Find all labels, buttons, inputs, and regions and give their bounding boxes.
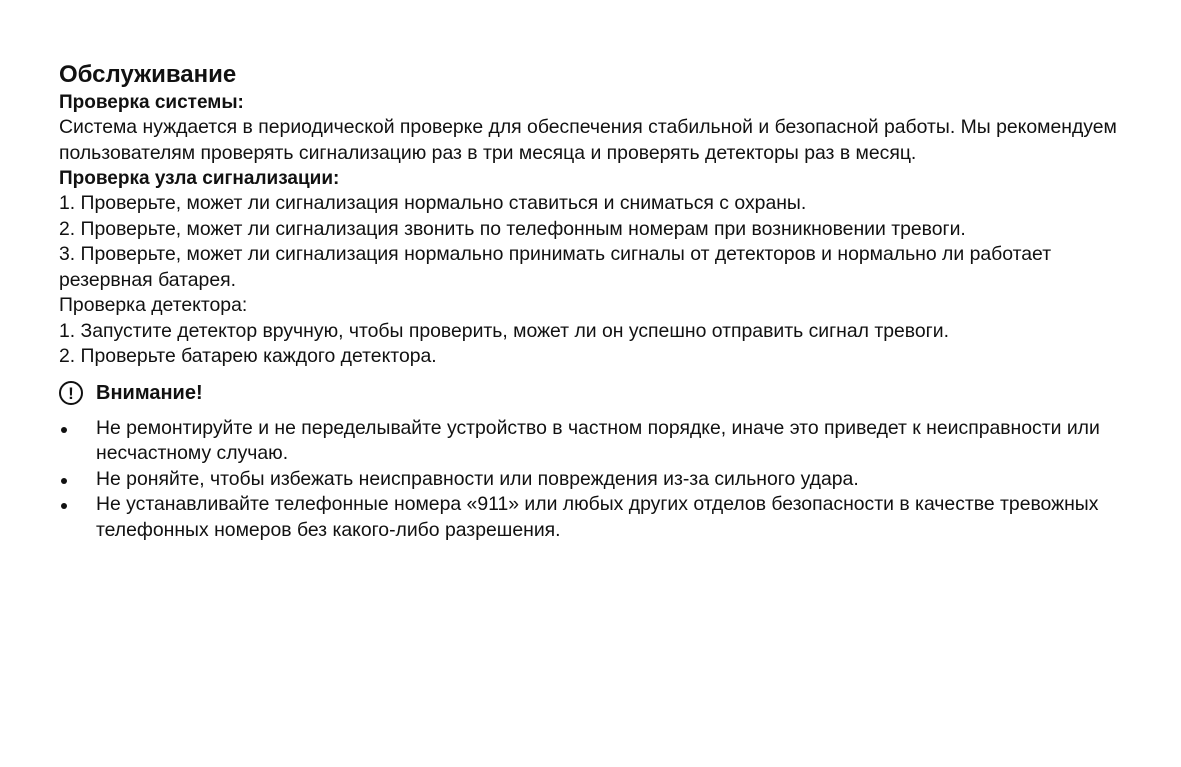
- warning-title: Внимание!: [96, 381, 203, 404]
- list-item: [59, 467, 1139, 493]
- warning-item-text: Не роняйте, чтобы избежать неисправности или повреждения из-за сильного удара.: [96, 467, 859, 490]
- alarm-unit-step: 1. Проверьте, может ли сигнализация нормально ставиться и сниматься с охраны.: [59, 192, 807, 214]
- detector-step: 2. Проверьте батарею каждого детектора.: [59, 345, 437, 367]
- alarm-unit-step: 2. Проверьте, может ли сигнализация звонить по телефонным номерам при возникновении тревоги.: [59, 217, 966, 240]
- bullet-icon: [61, 478, 67, 484]
- maintenance-section: [59, 60, 1139, 543]
- detector-check-heading: Проверка детектора:: [59, 294, 248, 316]
- list-item: [59, 416, 1139, 467]
- detector-step: 1. Запустите детектор вручную, чтобы проверить, может ли он успешно отправить сигнал тревоги.: [59, 319, 949, 342]
- system-check-heading: Проверка системы:: [59, 92, 244, 113]
- alarm-unit-step: 3. Проверьте, может ли сигнализация нормально принимать сигналы от детекторов и нормально ли работает резервная батарея.: [59, 243, 1052, 291]
- warning-item-text: Не ремонтируйте и не переделывайте устройство в частном порядке, иначе это приведет к неисправности или несчастному случаю.: [96, 416, 1100, 464]
- bullet-icon: [61, 427, 67, 433]
- system-check-paragraph: Система нуждается в периодической проверке для обеспечения стабильной и безопасной работы. Мы рекомендуем пользователям проверять сигнализацию раз в три месяца и проверять детекторы раз в месяц.: [59, 116, 1117, 164]
- exclamation-circle-icon: !: [59, 381, 83, 405]
- section-title: Обслуживание: [59, 61, 237, 88]
- alarm-unit-check-heading: Проверка узла сигнализации:: [59, 168, 340, 189]
- bullet-icon: [61, 503, 67, 509]
- warning-item-text: Не устанавливайте телефонные номера «911» или любых других отделов безопасности в качестве тревожных телефонных номеров без какого-либо разрешения.: [96, 493, 1099, 541]
- warning-header: [59, 381, 1139, 406]
- warning-list: [59, 416, 1139, 544]
- list-item: [59, 492, 1139, 543]
